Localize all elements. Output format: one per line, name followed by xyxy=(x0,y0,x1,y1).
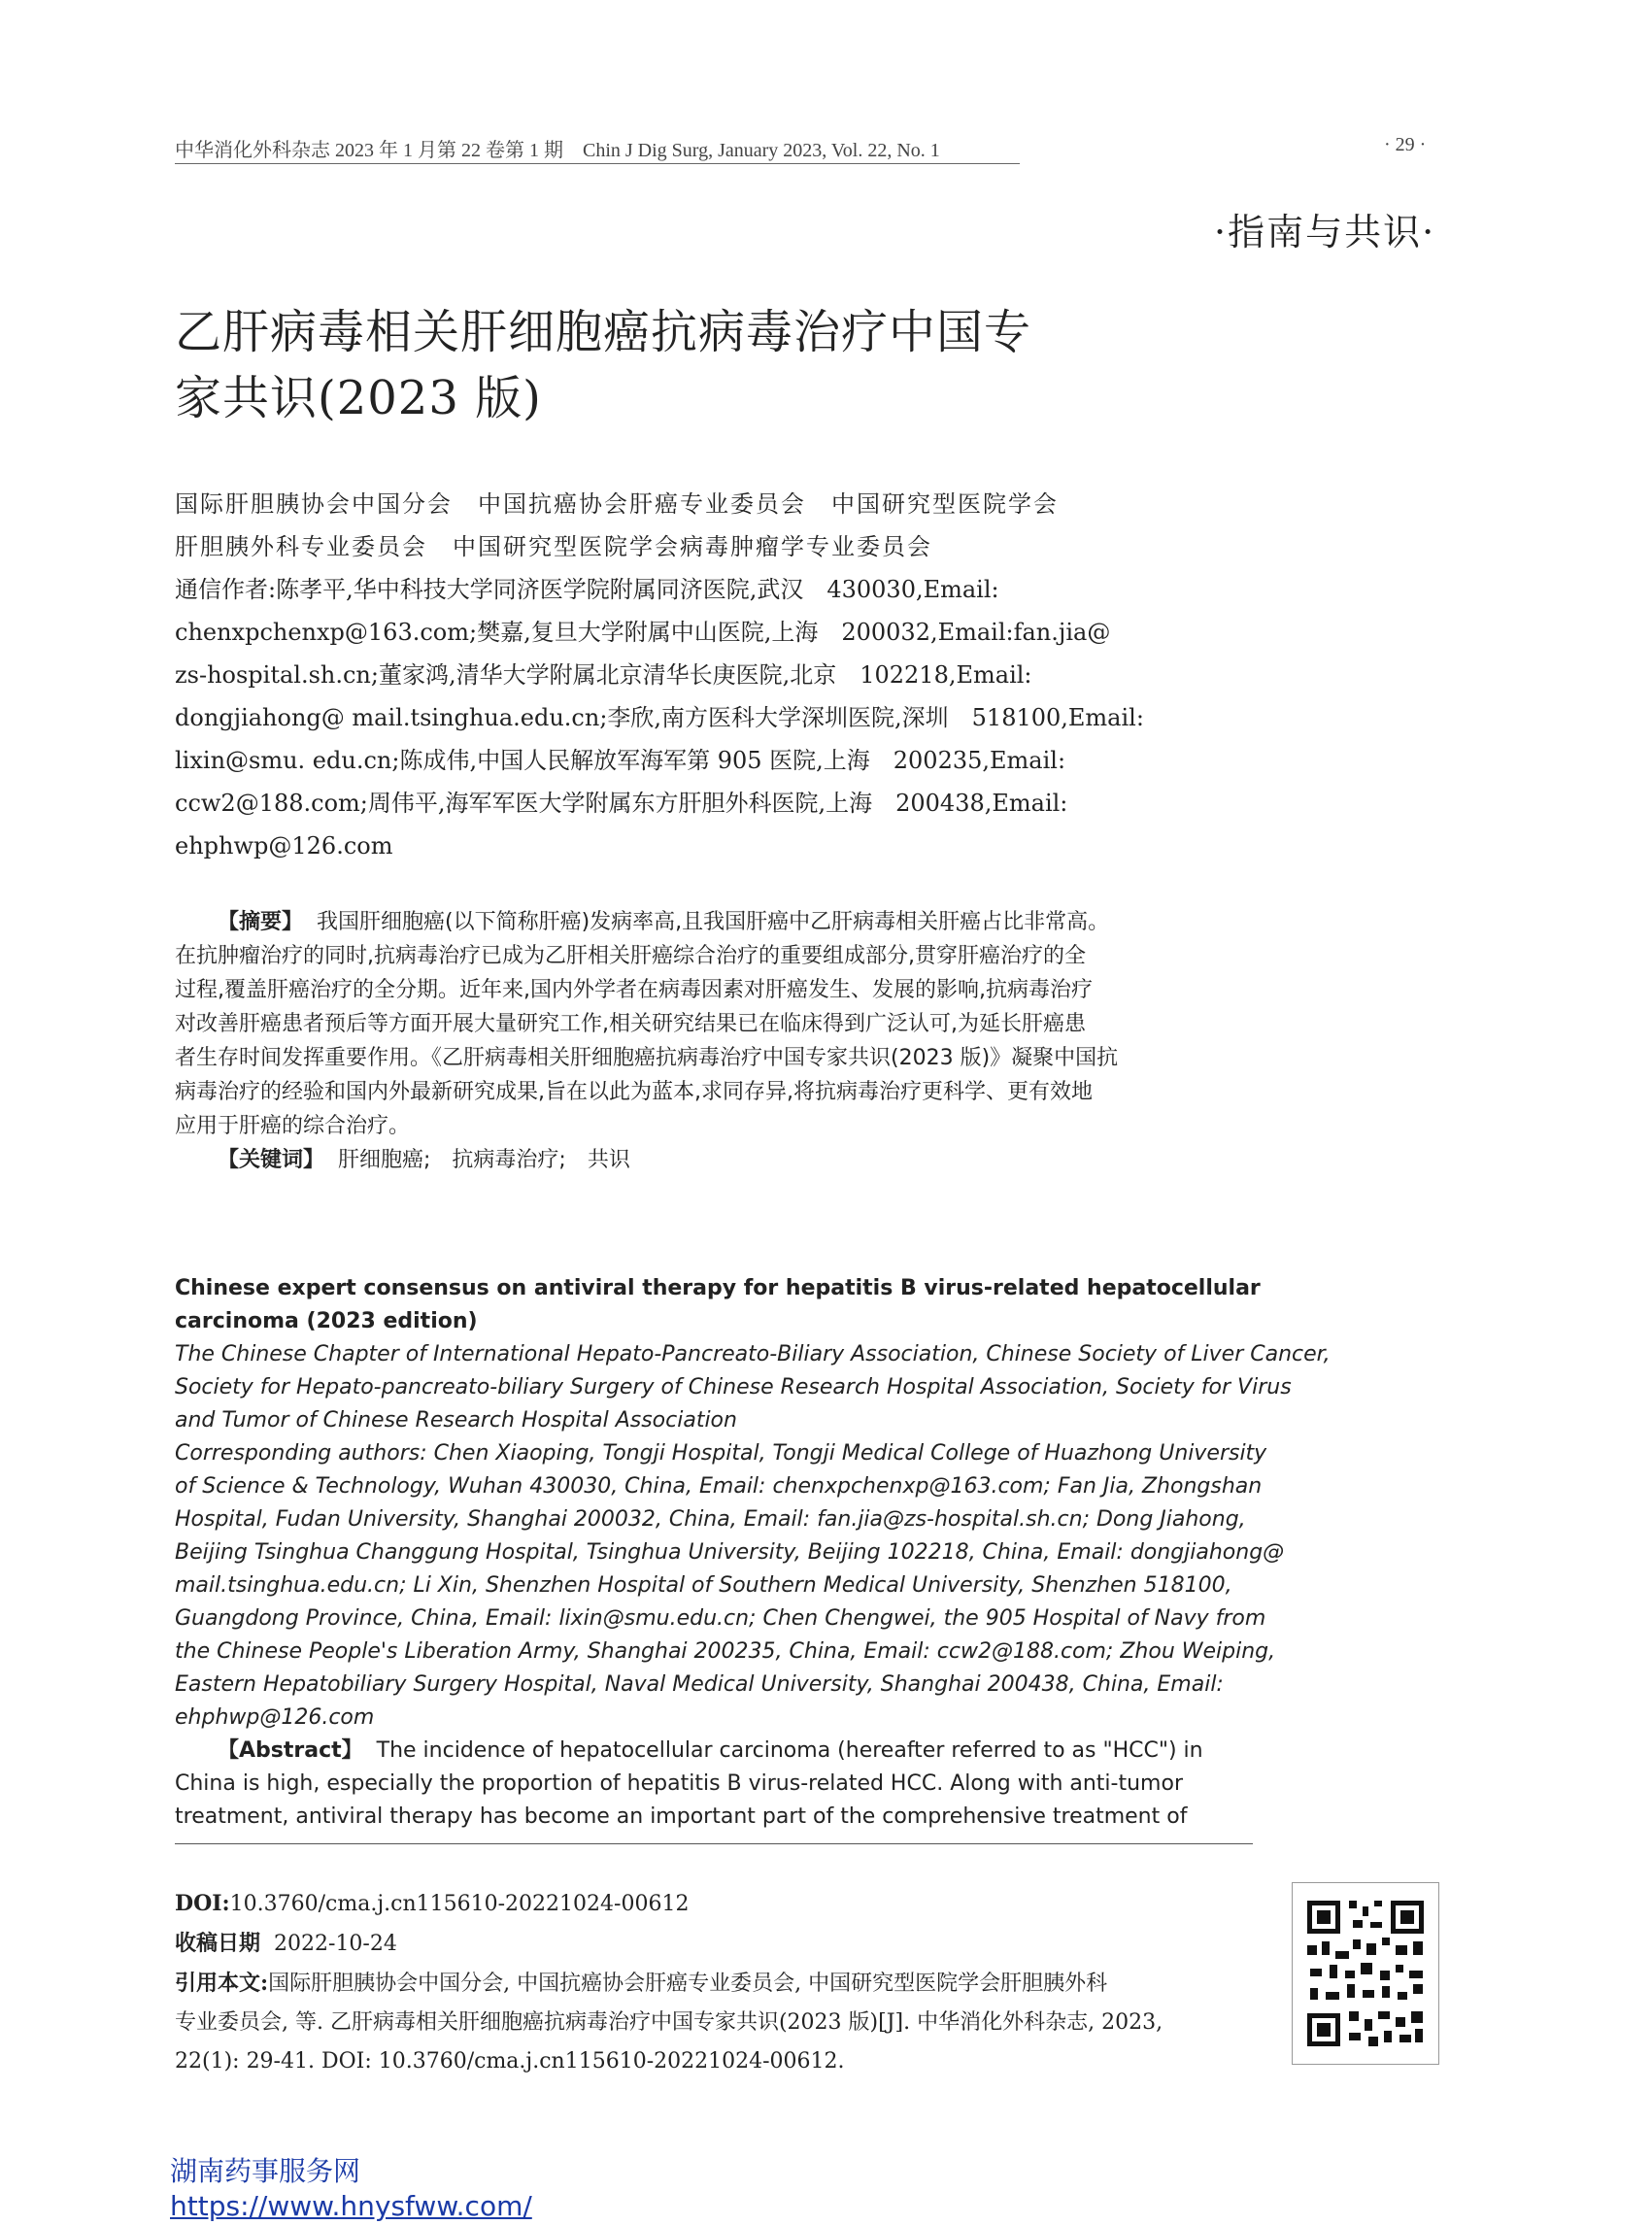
received-line xyxy=(175,1924,1263,1964)
author-line: 肝胆胰外科专业委员会 中国研究型医院学会病毒肿瘤学专业委员会 xyxy=(175,533,932,560)
correspondence-line: dongjiahong@ mail.tsinghua.edu.cn;李欣,南方医科大学深圳医院,深圳 518100,Email: xyxy=(175,704,1144,731)
footnotes xyxy=(175,1884,1263,2081)
en-corresponding-line: Guangdong Province, China, Email: lixin@smu.edu.cn; Chen Chengwei, the 905 Hospital of Navy from xyxy=(175,1606,1266,1631)
article-title xyxy=(175,299,1243,431)
cn-abstract-line: 病毒治疗的经验和国内外最新研究成果,旨在以此为蓝本,求同存异,将抗病毒治疗更科学、更有效地 xyxy=(175,1080,1093,1104)
cite-line: 专业委员会, 等. 乙肝病毒相关肝细胞癌抗病毒治疗中国专家共识(2023 版)[J]. 中华消化外科杂志, 2023, xyxy=(175,2010,1163,2035)
cn-abstract-line: 在抗肿瘤治疗的同时,抗病毒治疗已成为乙肝相关肝癌综合治疗的重要组成部分,贯穿肝癌治疗的全 xyxy=(175,944,1086,968)
cn-abstract-label: 【摘要】 xyxy=(218,910,304,934)
keywords-line xyxy=(175,1143,1224,1177)
doi-value: 10.3760/cma.j.cn115610-20221024-00612 xyxy=(229,1892,690,1916)
journal-info: 中华消化外科杂志 2023 年 1 月第 22 卷第 1 期 Chin J Dig Surg, January 2023, Vol. 22, No. 1 xyxy=(175,140,940,161)
en-abstract-line: treatment, antiviral therapy has become an important part of the comprehensive treatment of xyxy=(175,1804,1188,1829)
cite-text: 国际肝胆胰协会中国分会, 中国抗癌协会肝癌专业委员会, 中国研究型医院学会肝胆胰外科 xyxy=(268,1972,1108,1996)
page-number: · 29 · xyxy=(1384,134,1427,155)
cn-abstract-line: 者生存时间发挥重要作用。《乙肝病毒相关肝细胞癌抗病毒治疗中国专家共识(2023 版)》凝聚中国抗 xyxy=(175,1046,1119,1070)
watermark-name: 湖南药事服务网 xyxy=(170,2155,361,2187)
en-abstract-line xyxy=(175,1735,1224,1768)
correspondence-line: 通信作者:陈孝平,华中科技大学同济医学院附属同济医院,武汉 430030,Email: xyxy=(175,576,999,603)
doi-label: DOI: xyxy=(175,1891,230,1916)
en-corresponding-line: mail.tsinghua.edu.cn; Li Xin, Shenzhen Hospital of Southern Medical University, Shenzhen 518100, xyxy=(175,1573,1232,1598)
watermark xyxy=(170,2154,532,2224)
correspondence-line: zs-hospital.sh.cn;董家鸿,清华大学附属北京清华长庚医院,北京 102218,Email: xyxy=(175,661,1032,689)
author-line: 国际肝胆胰协会中国分会 中国抗癌协会肝癌专业委员会 中国研究型医院学会 xyxy=(175,490,1059,518)
en-corresponding-line: Eastern Hepatobiliary Surgery Hospital, Naval Medical University, Shanghai 200438, China, Email: xyxy=(175,1672,1224,1697)
cn-abstract xyxy=(175,905,1224,1177)
cn-abstract-line: 过程,覆盖肝癌治疗的全分期。近年来,国内外学者在病毒因素对肝癌发生、发展的影响,抗病毒治疗 xyxy=(175,978,1093,1002)
running-header xyxy=(175,134,1020,164)
received-label: 收稿日期 xyxy=(175,1931,261,1956)
en-abstract-label: 【Abstract】 xyxy=(218,1738,363,1763)
keywords-label: 【关键词】 xyxy=(218,1148,325,1172)
en-abstract-text: The incidence of hepatocellular carcinoma (hereafter referred to as "HCC") in xyxy=(376,1738,1203,1763)
authors xyxy=(175,483,1224,568)
footnote-divider xyxy=(175,1843,1253,1844)
cn-abstract-text: 我国肝细胞癌(以下简称肝癌)发病率高,且我国肝癌中乙肝病毒相关肝癌占比非常高。 xyxy=(317,910,1110,934)
watermark-url[interactable]: https://www.hnysfww.com/ xyxy=(170,2190,532,2222)
correspondence xyxy=(175,568,1224,867)
en-organization-line: The Chinese Chapter of International Hepato-Pancreato-Biliary Association, Chinese Society of Liver Cancer, xyxy=(175,1342,1331,1366)
en-title-line: carcinoma (2023 edition) xyxy=(175,1309,478,1333)
en-abstract-line: China is high, especially the proportion of hepatitis B virus-related HCC. Along with anti-tumor xyxy=(175,1771,1183,1796)
correspondence-line: lixin@smu. edu.cn;陈成伟,中国人民解放军海军第 905 医院,上海 200235,Email: xyxy=(175,747,1066,774)
en-corresponding-line: ehphwp@126.com xyxy=(175,1705,375,1730)
cite-label: 引用本文: xyxy=(175,1971,269,1996)
en-corresponding-line: the Chinese People's Liberation Army, Shanghai 200235, China, Email: ccw2@188.com; Zhou Weiping, xyxy=(175,1639,1276,1664)
doi-line xyxy=(175,1884,1263,1924)
qr-code-icon xyxy=(1293,1883,1438,2064)
en-abstract xyxy=(175,1272,1331,1834)
en-organization-line: and Tumor of Chinese Research Hospital Association xyxy=(175,1408,737,1433)
en-corresponding-line: of Science & Technology, Wuhan 430030, China, Email: chenxpchenxp@163.com; Fan Jia, Zhongshan xyxy=(175,1474,1263,1499)
en-corresponding-line: Hospital, Fudan University, Shanghai 200032, China, Email: fan.jia@zs-hospital.sh.cn; Dong Jiahong, xyxy=(175,1507,1246,1532)
en-title-line: Chinese expert consensus on antiviral therapy for hepatitis B virus-related hepatocellular xyxy=(175,1276,1261,1300)
cite-line: 22(1): 29-41. DOI: 10.3760/cma.j.cn115610-20221024-00612. xyxy=(175,2049,845,2073)
keywords: 肝细胞癌; 抗病毒治疗; 共识 xyxy=(338,1148,630,1172)
title-line: 乙肝病毒相关肝细胞癌抗病毒治疗中国专 xyxy=(175,305,1032,359)
cn-abstract-line xyxy=(175,905,1224,939)
cite-line xyxy=(175,1964,1263,2004)
qr-code xyxy=(1292,1882,1439,2065)
cn-abstract-line: 对改善肝癌患者预后等方面开展大量研究工作,相关研究结果已在临床得到广泛认可,为延长肝癌患 xyxy=(175,1012,1086,1036)
en-corresponding-line: Beijing Tsinghua Changgung Hospital, Tsinghua University, Beijing 102218, China, Email: dongjiahong@ xyxy=(175,1540,1285,1565)
correspondence-line: chenxpchenxp@163.com;樊嘉,复旦大学附属中山医院,上海 200032,Email:fan.jia@ xyxy=(175,619,1111,646)
correspondence-line: ccw2@188.com;周伟平,海军军医大学附属东方肝胆外科医院,上海 200438,Email: xyxy=(175,790,1068,817)
title-line: 家共识(2023 版) xyxy=(175,371,542,425)
received-date: 2022-10-24 xyxy=(274,1932,397,1956)
section-label: ·指南与共识· xyxy=(1214,211,1436,253)
correspondence-line: ehphwp@126.com xyxy=(175,832,393,860)
en-organization-line: Society for Hepato-pancreato-biliary Surgery of Chinese Research Hospital Association, Society for Virus xyxy=(175,1375,1292,1399)
en-corresponding-line: Corresponding authors: Chen Xiaoping, Tongji Hospital, Tongji Medical College of Huazhong University xyxy=(175,1441,1267,1466)
cn-abstract-line: 应用于肝癌的综合治疗。 xyxy=(175,1114,411,1138)
